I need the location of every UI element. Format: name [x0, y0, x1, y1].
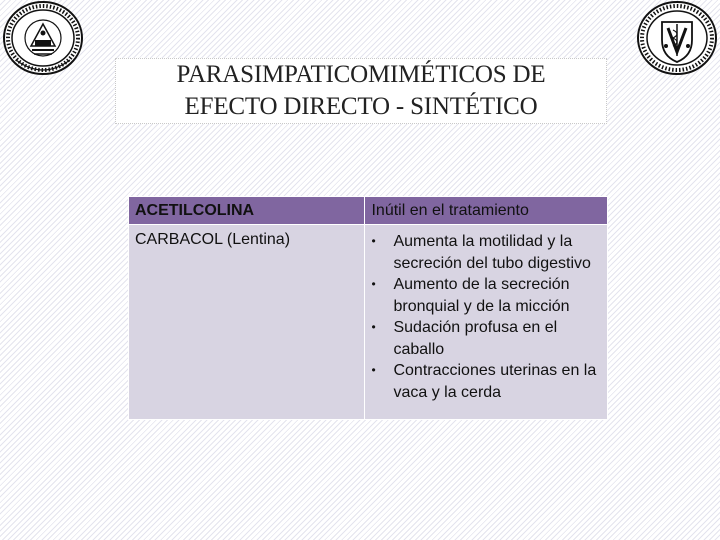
bullet-icon: • — [371, 234, 376, 248]
header-cell-note: Inútil en el tratamiento — [365, 197, 608, 225]
list-item — [371, 231, 601, 274]
bullet-icon: • — [371, 277, 376, 291]
slide-title — [115, 58, 607, 124]
table-header-row — [129, 197, 608, 225]
list-item — [371, 360, 601, 403]
cell-effects — [365, 225, 608, 420]
veterinary-faculty-seal-icon — [636, 0, 718, 76]
header-cell-drug: ACETILCOLINA — [129, 197, 365, 225]
bullet-icon: • — [371, 320, 376, 334]
list-item-text: Contracciones uterinas en la vaca y la cerda — [393, 362, 597, 401]
list-item — [371, 317, 601, 360]
list-item — [371, 274, 601, 317]
slide-title-line-1: PARASIMPATICOMIMÉTICOS DE — [176, 61, 546, 88]
list-item-text: Aumento de la secreción bronquial y de la micción — [393, 276, 570, 315]
bullet-icon: • — [371, 363, 376, 377]
list-item-text: Sudación profusa en el caballo — [393, 319, 558, 358]
table-row — [129, 225, 608, 420]
university-seal-icon — [2, 0, 84, 76]
drug-table — [128, 196, 608, 420]
list-item-text: Aumenta la motilidad y la secreción del tubo digestivo — [393, 233, 591, 272]
cell-drug-name: CARBACOL (Lentina) — [129, 225, 365, 420]
effects-list — [371, 231, 601, 403]
slide-title-line-2: EFECTO DIRECTO - SINTÉTICO — [184, 93, 538, 120]
